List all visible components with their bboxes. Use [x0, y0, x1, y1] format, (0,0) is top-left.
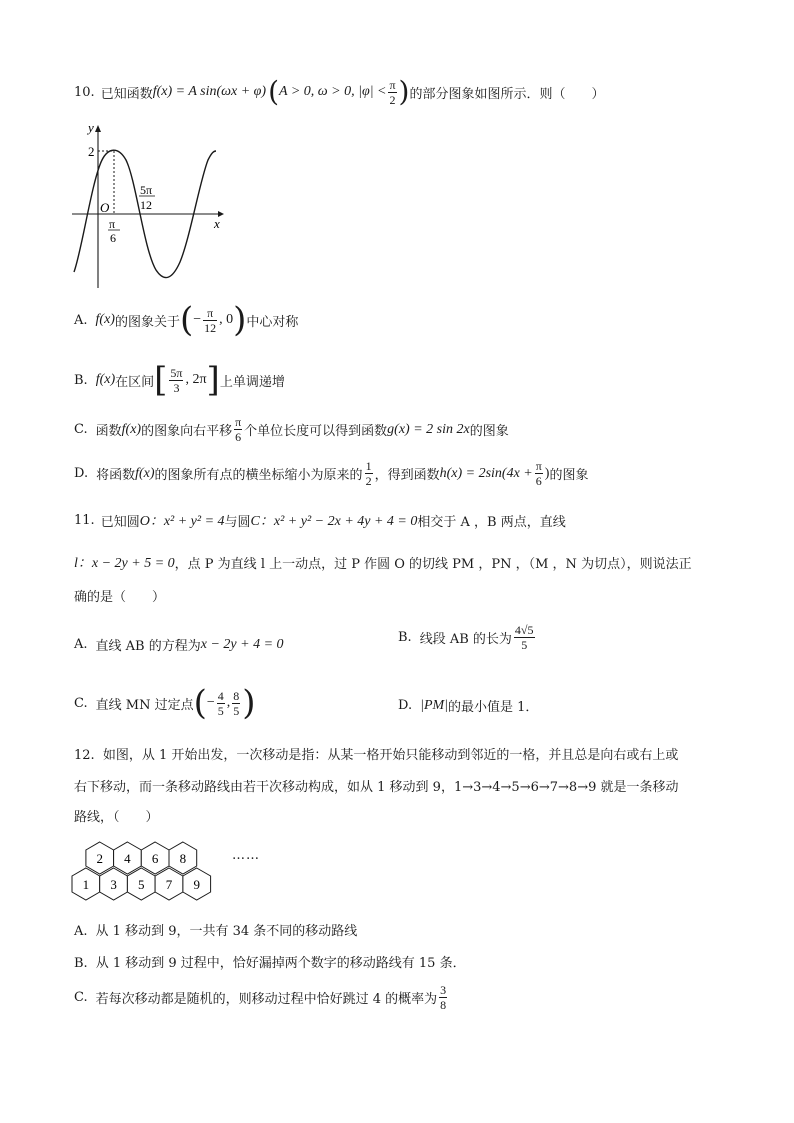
sine-graph [68, 120, 228, 292]
q11-number: 11. [74, 512, 95, 528]
tick1-numerator: π [109, 217, 116, 231]
q12-option-b[interactable]: B. 从 1 移动到 9 过程中，恰好漏掉两个数字的移动路线有 15 条． [74, 956, 466, 971]
peak-value-label: 2 [88, 144, 95, 159]
q10-condition: A > 0, ω > 0, |φ| < [279, 84, 387, 99]
tick2-denominator: 12 [140, 198, 152, 212]
hex-cell-5-label: 5 [138, 877, 145, 892]
circle-o-equation: O：x² + y² = 4 [139, 514, 225, 529]
q12-number: 12. [74, 748, 95, 763]
q11-stem-line2: l：x − 2y + 5 = 0 ，点 P 为直线 l 上一动点，过 P 作圆 O 的切线 PM ，PN ，（M ，N 为切点），则说法正 [74, 552, 692, 572]
tick1-denominator: 6 [110, 231, 116, 245]
x-axis-label: x [214, 216, 220, 231]
q11-stem-line3: 确的是（ ） [74, 590, 166, 605]
q10-tail: 的部分图象如图所示．则（ ） [409, 86, 605, 102]
q12-stem-line1: 12. 如图，从 1 开始出发，一次移动是指：从某一格开始只能移动到邻近的一格，并且总是向右或右上或 [74, 748, 679, 763]
hex-cell-2-label: 2 [96, 851, 103, 866]
q10-number: 10. [74, 84, 95, 100]
q10-option-a[interactable]: A. f(x) 的图象关于 ( − $\frac{\pi}{12}$ , 0 ) 中心对称 [74, 300, 299, 340]
hex-cell-9-label: 9 [193, 877, 200, 892]
q12-stem-line3: 路线，（ ） [74, 810, 159, 825]
line-l-equation: l：x − 2y + 5 = 0 [74, 556, 175, 571]
q10-condition-frac: $\frac{\pi}{2}$ [389, 77, 396, 107]
q10-stem: 10. 已知函数 f(x) = A sin(ωx + φ) ( A > 0, ω > 0, |φ| < $\frac{\pi}{2}$ ) 的部分图象如图所示．则（ ） [74, 75, 605, 108]
q12-stem-line2: 右下移动，而一条移动路线由若干次移动构成，如从 1 移动到 9，1→3→4→5→6→7→8→9 就是一条移动 [74, 780, 679, 795]
tick2-numerator: 5π [140, 183, 153, 197]
q11-option-a[interactable]: A. 直线 AB 的方程为 x − 2y + 4 = 0 [74, 636, 284, 654]
q11-stem-line1: 11. 已知圆 O：x² + y² = 4 与圆 C：x² + y² − 2x + 4y + 4 = 0 相交于 A ，B 两点，直线 [74, 510, 566, 530]
q11-option-b[interactable]: B. 线段 AB 的长为 $\frac{4√5}{5}$ [398, 623, 534, 652]
q10-option-d[interactable]: D. 将函数 f(x) 的图象所有点的横坐标缩小为原来的 $\frac{1}{2}$ ，得到函数 h(x) = 2sin(4x + $\frac{\pi}{6}$ ) 的图象 [74, 459, 589, 488]
q12-option-a[interactable]: A. 从 1 移动到 9，一共有 34 条不同的移动路线 [74, 924, 358, 939]
q11-option-c[interactable]: C. 直线 MN 过定点 ( − $\frac{4}{5}$ , $\frac{8}{5}$ ) [74, 683, 256, 723]
hex-cell-8-label: 8 [179, 851, 187, 866]
hex-cell-7-label: 7 [165, 877, 173, 892]
hex-cell-3-label: 3 [110, 877, 117, 892]
circle-c-equation: C：x² + y² − 2x + 4y + 4 = 0 [250, 514, 418, 529]
y-axis-arrow [95, 125, 101, 132]
hex-cell-1-label: 1 [82, 877, 90, 892]
q10-option-c[interactable]: C. 函数 f(x) 的图象向右平移 $\frac{\pi}{6}$ 个单位长度可以得到函数 g(x) = 2 sin 2x 的图象 [74, 415, 509, 444]
hexagon-ellipsis: …… [232, 848, 260, 863]
hex-cell-4-label: 4 [124, 851, 131, 866]
q10-intro: 已知函数 [100, 86, 153, 102]
q10-function: f(x) = A sin(ωx + φ) [152, 84, 267, 99]
hex-cell-6-label: 6 [151, 851, 159, 866]
q10-option-b[interactable]: B. f(x) 在区间 [ $\frac{5\pi}{3}$ , 2π ] 上单调递增 [74, 360, 285, 400]
q12-option-c[interactable]: C. 若每次移动都是随机的，则移动过程中恰好跳过 4 的概率为 $\frac{3}{8}$ [74, 983, 447, 1012]
q11-option-d[interactable]: D. |PM| 的最小值是 1． [398, 697, 539, 715]
y-axis-label: y [88, 120, 94, 135]
origin-label: O [100, 200, 110, 215]
